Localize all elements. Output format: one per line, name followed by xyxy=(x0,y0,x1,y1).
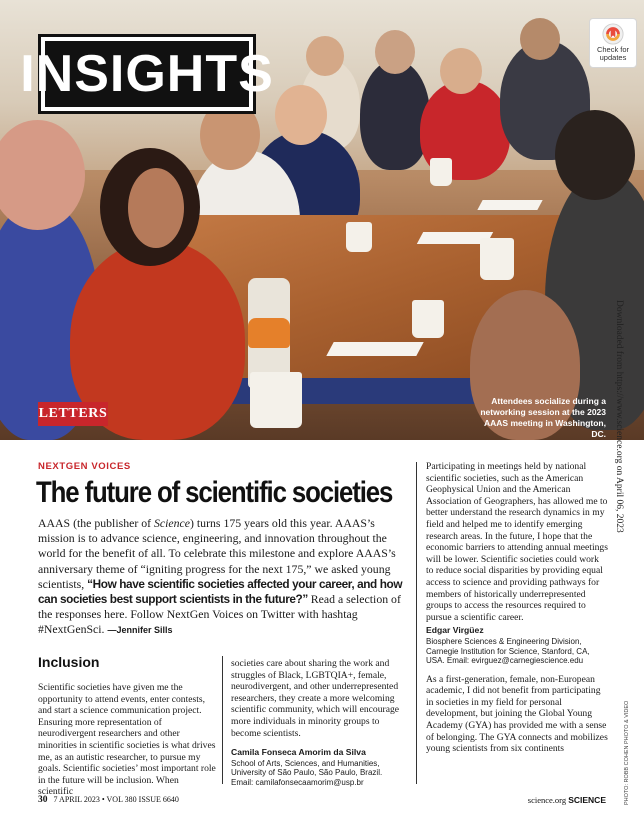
photo-head-bg1 xyxy=(375,30,415,74)
photo-head-bg2 xyxy=(440,48,482,94)
author1-email: Email: camilafonsecaamorim@usp.br xyxy=(231,777,364,787)
author2-name: Edgar Virgüez xyxy=(426,625,484,636)
science-italic: Science xyxy=(154,516,191,530)
editor-signature: —Jennifer Sills xyxy=(107,625,173,636)
check-updates-label: Check for updates xyxy=(596,45,630,63)
column-3-text: Participating in meetings held by national scientific societies, such as the American Geophysical Union and the American Association of Geographers, has allowed me to better understand the research dynamics in my field and helped me to identify emerging research areas. In the future, I hope that the economic barriers to attending annual meetings will be lower. Scientific societies could work to reduce social disparities by providing equal access to science and providing pathways for members of historically underrepresented groups to access the resources required to pursue a scientific career. xyxy=(426,461,608,623)
photo-face-woman xyxy=(128,168,184,248)
column-1-text: Scientific societies have given me the opportunity to attend events, enter contests, and start a science communication project. Ensuring more representation of neurodivergent researchers and other minorities in scientific societies is what drives me, as an autistic researcher, to pursue my goals. Scientific societies’ most important role in the future will be inclusion. When scientific xyxy=(38,682,216,798)
author1-name: Camila Fonseca Amorim da Silva xyxy=(231,747,366,758)
column-divider-1 xyxy=(222,656,223,784)
insights-banner-inner xyxy=(20,41,274,107)
column-3 xyxy=(426,461,608,755)
photo-bottle-band xyxy=(248,318,290,348)
download-note: Downloaded from https://www.science.org on April 06, 2023 xyxy=(614,300,624,533)
photo-paper2 xyxy=(326,342,423,356)
photo-cup5 xyxy=(430,158,452,186)
photo-cup2 xyxy=(480,238,514,280)
author2-affiliation: Biosphere Sciences & Engineering Division, Carnegie Institution for Science, Stanford, CA, USA. Email: evirguez@carnegiescience.edu xyxy=(426,636,590,666)
insights-banner xyxy=(20,34,274,114)
photo-credit: PHOTO: ROBB COHEN PHOTO & VIDEO xyxy=(624,700,630,805)
insights-title: INSIGHTS xyxy=(20,45,274,103)
survey-question: “How have scientific societies affected your career, and how can societies best support scientists in the future?” xyxy=(38,576,403,607)
issue-info: 7 APRIL 2023 • VOL 380 ISSUE 6640 xyxy=(53,795,179,804)
page-number: 30 xyxy=(38,795,48,805)
photo-cup1 xyxy=(250,372,302,428)
column-2 xyxy=(231,658,407,788)
photo-cup3 xyxy=(412,300,444,338)
article-title: The future of scientific societies xyxy=(36,476,393,509)
author2-email: USA. Email: evirguez@carnegiescience.edu xyxy=(426,656,584,666)
section-label: NEXTGEN VOICES xyxy=(38,461,131,472)
photo-head-bg4 xyxy=(306,36,344,76)
check-for-updates-button[interactable] xyxy=(589,18,637,68)
footer-site: science.org SCIENCE xyxy=(527,795,606,805)
article-intro: AAAS (the publisher of Science) turns 175 years old this year. AAAS’s mission is to advance science, engineering, and innovation throughout the world for the benefit of all. To celebrate this milestone and explore AAAS’s anniversary theme of “igniting progress for the next 175,” we asked young scientists, “How have scientific societies affected your career, and how can societies best support scientists in the future?” Read a selection of the responses here. Follow NextGen Voices on Twitter with hashtag #NextGenSci. —Jennifer Sills xyxy=(38,516,403,637)
letters-badge: LETTERS xyxy=(38,402,108,426)
column-3-text-2: As a first-generation, female, non-European academic, I did not benefit from participating in societies in my field for personal development, but joining the Global Young Academy (GYA) has provided me with a sense of belonging. The GYA connects and mobilizes young scientists from six continents xyxy=(426,673,608,755)
check-updates-icon xyxy=(602,23,624,45)
column-2-text: societies care about sharing the work and struggles of Black, LGBTQIA+, female, neurodivergent, and other underrepresented researchers, they create a more welcoming scientific community, which will encourage more individuals in minority groups to become scientists. xyxy=(231,658,400,739)
footer-journal: SCIENCE xyxy=(568,795,606,805)
inclusion-heading: Inclusion xyxy=(38,654,100,670)
author1-affiliation: School of Arts, Sciences, and Humanities, University of São Paulo, São Paulo, Brazil. Email: camilafonsecaamorim@usp.br xyxy=(231,758,383,787)
photo-head-mid1 xyxy=(275,85,327,145)
page-footer xyxy=(38,795,606,809)
photo-cup4 xyxy=(346,222,372,252)
photo-person-bg1 xyxy=(360,60,430,170)
photo-head-right xyxy=(555,110,635,200)
column-divider-2 xyxy=(416,462,417,784)
photo-paper3 xyxy=(477,200,542,210)
photo-caption: Attendees socialize during a networking session at the 2023 AAAS meeting in Washington, DC. xyxy=(480,396,606,440)
photo-head-bg3 xyxy=(520,18,560,60)
